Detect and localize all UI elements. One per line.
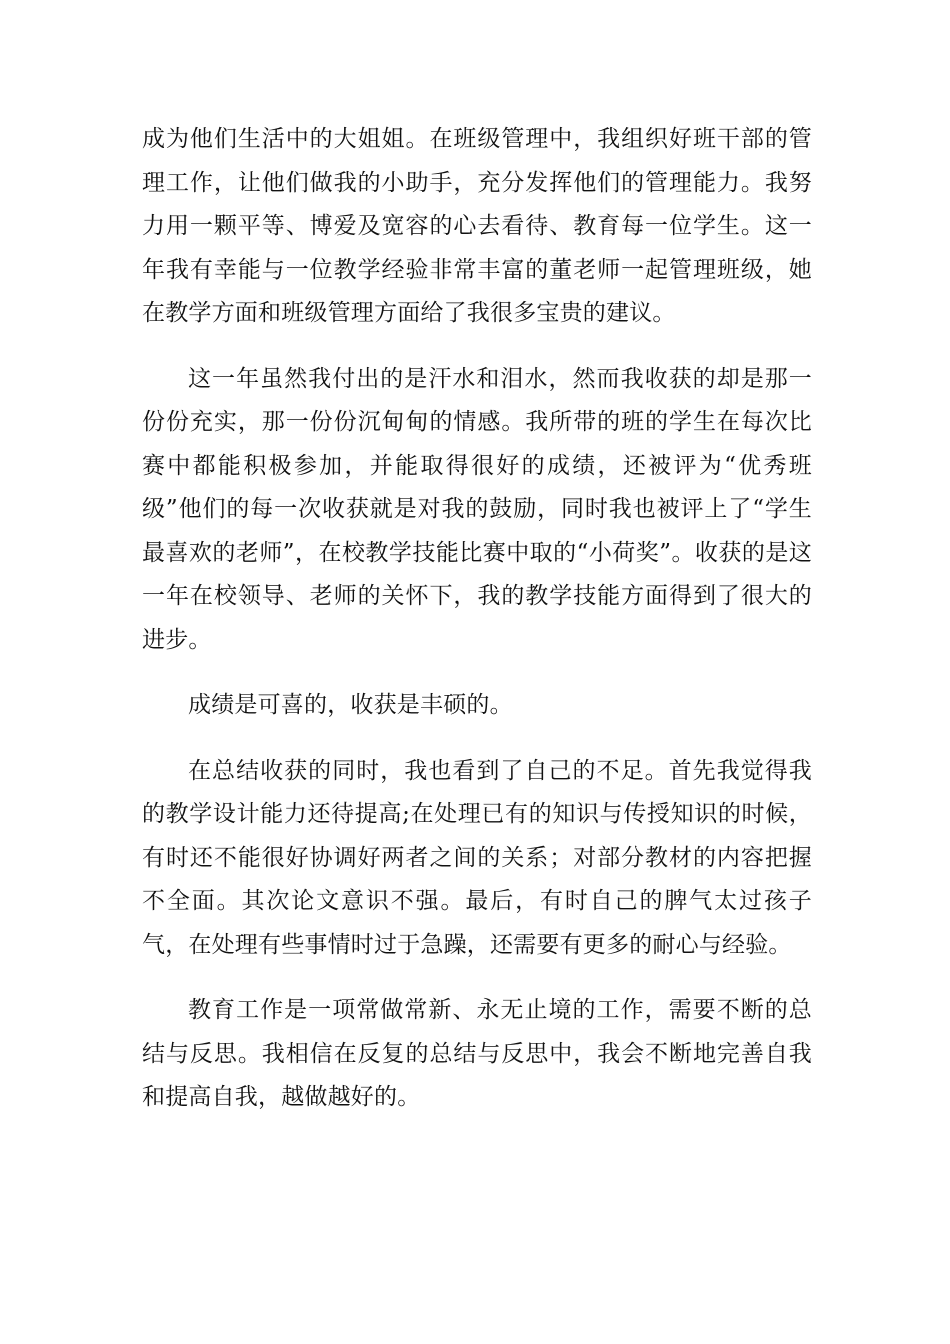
document-body [142, 118, 812, 1142]
paragraph-2: 这一年虽然我付出的是汗水和泪水，然而我收获的却是那一份份充实，那一份份沉甸甸的情感。我所带的班的学生在每次比赛中都能积极参加，并能取得很好的成绩，还被评为“优秀班级”他们的每一次收获就是对我的鼓励，同时我也被评上了“学生最喜欢的老师”，在校教学技能比赛中取的“小荷奖”。收获的是这一年在校领导、老师的关怀下，我的教学技能方面得到了很大的进步。 [142, 365, 812, 653]
paragraph-4: 在总结收获的同时，我也看到了自己的不足。首先我觉得我的教学设计能力还待提高;在处理已有的知识与传授知识的时候，有时还不能很好协调好两者之间的关系；对部分教材的内容把握不全面。其次论文意识不强。最后，有时自己的脾气太过孩子气，在处理有些事情时过于急躁，还需要有更多的耐心与经验。 [142, 757, 812, 958]
paragraph-1: 成为他们生活中的大姐姐。在班级管理中，我组织好班干部的管理工作，让他们做我的小助手，充分发挥他们的管理能力。我努力用一颗平等、博爱及宽容的心去看待、教育每一位学生。这一年我有幸能与一位教学经验非常丰富的董老师一起管理班级，她在教学方面和班级管理方面给了我很多宝贵的建议。 [142, 126, 812, 326]
paragraph-3: 成绩是可喜的，收获是丰硕的。 [188, 692, 513, 718]
paragraph-5: 教育工作是一项常做常新、永无止境的工作，需要不断的总结与反思。我相信在反复的总结与反思中，我会不断地完善自我和提高自我，越做越好的。 [142, 997, 812, 1110]
